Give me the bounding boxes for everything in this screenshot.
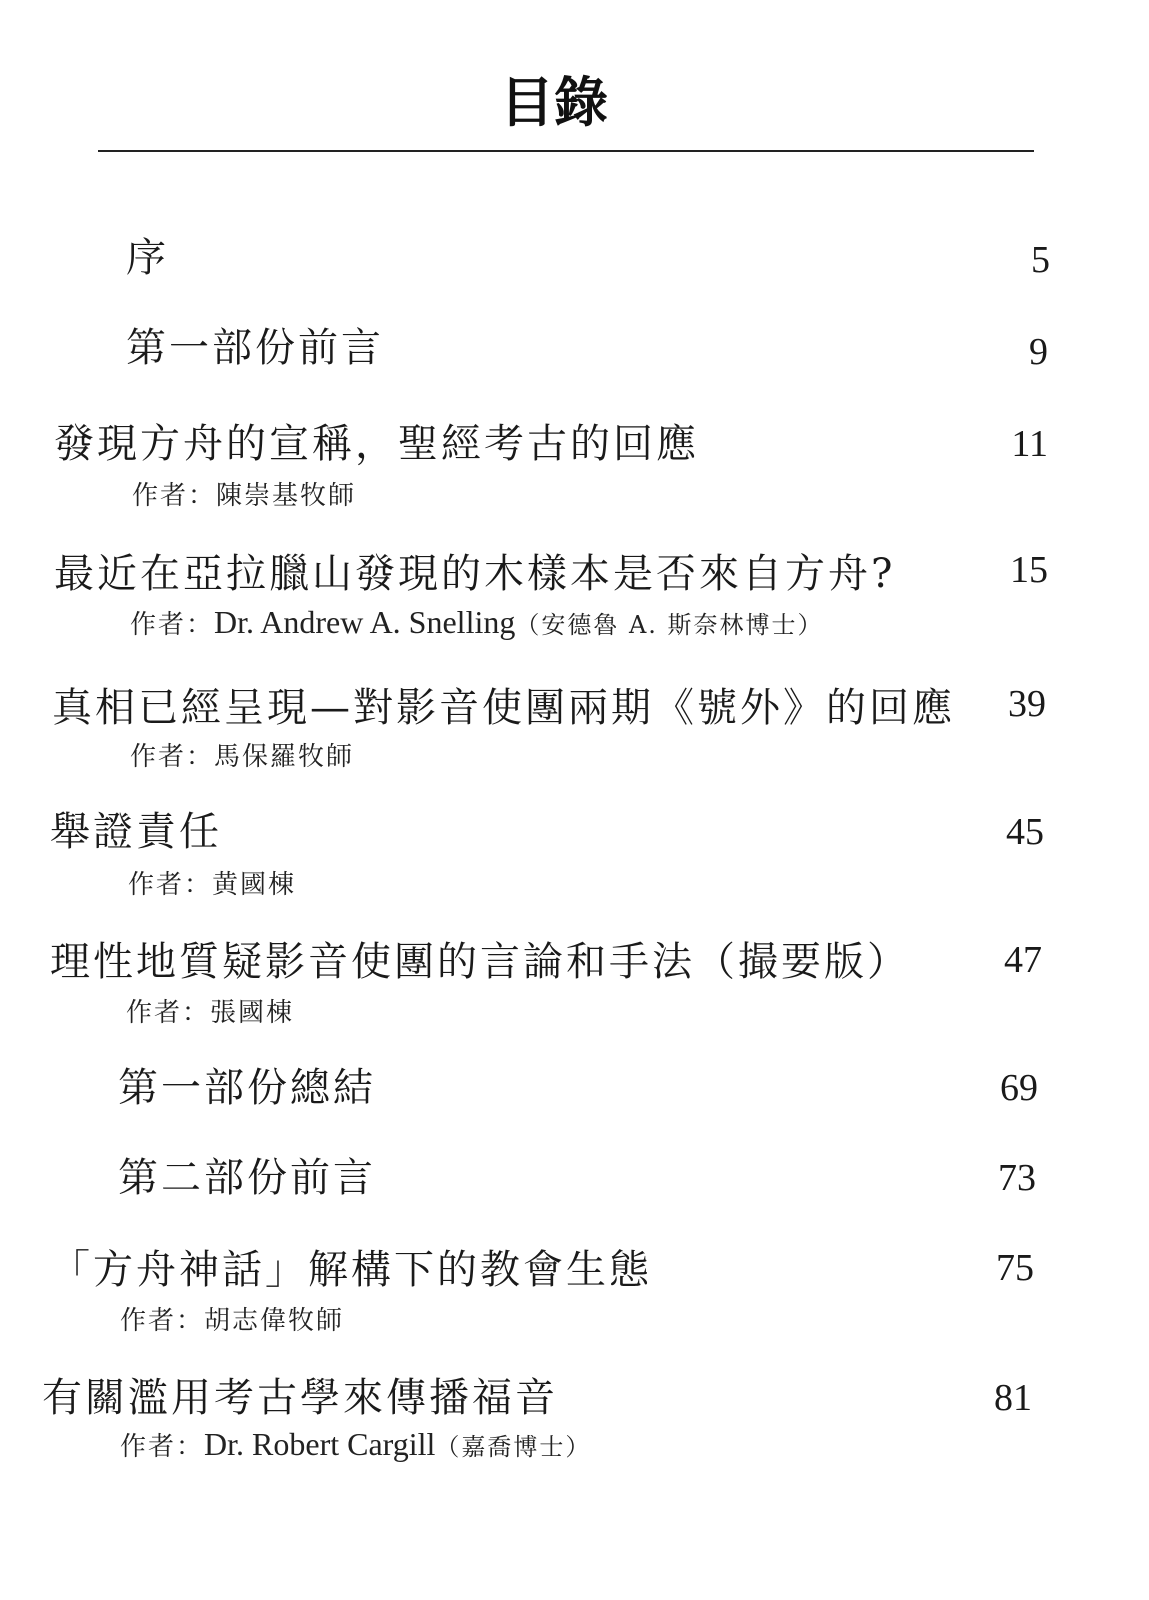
toc-entry-page: 45 — [1006, 811, 1044, 853]
author-prefix: 作者： — [130, 610, 215, 640]
author-note: （嘉喬博士） — [435, 1433, 592, 1461]
toc-entry-title: 發現方舟的宣稱，聖經考古的回應 — [54, 421, 699, 467]
toc-entry-page: 9 — [1029, 331, 1048, 373]
toc-entry-title: 真相已經呈現—對影音使團兩期《號外》的回應 — [52, 685, 955, 731]
toc-entry-title: 理性地質疑影音使團的言論和手法（撮要版） — [50, 939, 910, 985]
toc-entry-page: 47 — [1004, 939, 1042, 981]
toc-entry-title: 第二部份前言 — [118, 1155, 376, 1201]
author-name: 陳崇基牧師 — [216, 481, 357, 511]
author-prefix: 作者： — [120, 1432, 205, 1462]
toc-entry-page: 73 — [998, 1157, 1036, 1199]
toc-entry-page: 39 — [1008, 683, 1046, 725]
author-prefix: 作者： — [132, 481, 217, 511]
toc-entry-author — [132, 475, 356, 512]
toc-entry-title: 有關濫用考古學來傳播福音 — [42, 1375, 558, 1421]
toc-entry-title: 第一部份前言 — [126, 325, 384, 371]
author-name: 張國棟 — [210, 998, 295, 1028]
toc-entry-page: 81 — [994, 1377, 1032, 1419]
title-divider — [98, 150, 1034, 152]
author-prefix: 作者： — [120, 1306, 205, 1336]
toc-entry-title: 序 — [126, 235, 169, 281]
toc-entry-page: 69 — [1000, 1067, 1038, 1109]
toc-entry-title: 「方舟神話」解構下的教會生態 — [50, 1247, 652, 1293]
author-name: 黄國棟 — [212, 870, 297, 900]
toc-entry-page: 5 — [1031, 239, 1050, 281]
author-name: Dr. Andrew A. Snelling — [214, 604, 516, 640]
author-name: 馬保羅牧師 — [214, 742, 355, 772]
toc-entry-author — [126, 992, 294, 1029]
author-note: （安德魯 A. 斯奈林博士） — [515, 611, 824, 639]
toc-entry-title: 最近在亞拉臘山發現的木樣本是否來自方舟? — [54, 551, 896, 597]
author-name: Dr. Robert Cargill — [204, 1426, 436, 1462]
toc-entry-page: 11 — [1011, 423, 1048, 465]
author-prefix: 作者： — [126, 998, 211, 1028]
author-prefix: 作者： — [130, 742, 215, 772]
toc-entry-author — [130, 736, 354, 773]
author-name: 胡志偉牧師 — [204, 1306, 345, 1336]
toc-entry-author — [120, 1426, 591, 1463]
toc-entry-author — [120, 1300, 344, 1337]
toc-entry-title: 第一部份總結 — [118, 1065, 376, 1111]
toc-entry-page: 15 — [1010, 549, 1048, 591]
toc-entry-title: 舉證責任 — [50, 809, 222, 855]
toc-entry-author — [130, 604, 824, 641]
page-title: 目錄 — [500, 71, 608, 134]
toc-entry-author — [128, 864, 296, 901]
author-prefix: 作者： — [128, 870, 213, 900]
toc-entry-page: 75 — [996, 1247, 1034, 1289]
